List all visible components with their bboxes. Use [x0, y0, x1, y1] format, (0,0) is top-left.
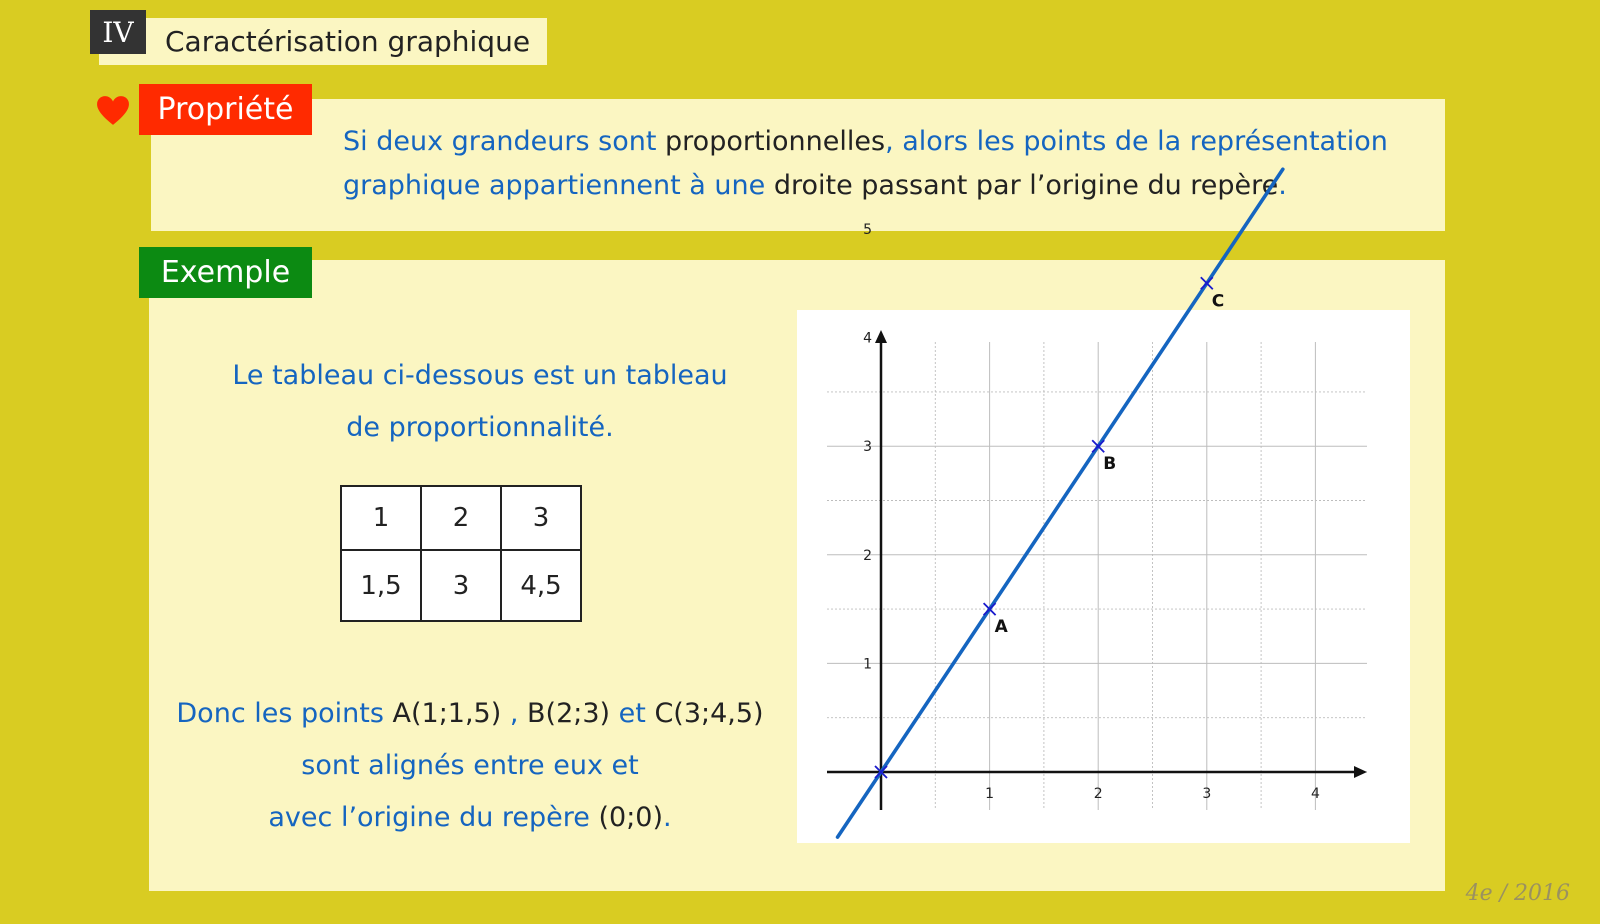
text-segment: A(1;1,5): [392, 698, 502, 729]
text-segment: .: [1278, 170, 1287, 201]
x-tick-label: 4: [1310, 786, 1320, 802]
text-segment: C(3;4,5): [654, 698, 764, 729]
property-text: [343, 120, 1433, 208]
y-axis-arrow: [875, 330, 887, 343]
graph-panel: [797, 222, 1410, 843]
text-segment: B(2;3): [527, 698, 611, 729]
text-segment: , alors les points de la représentation graphique appartiennent à une: [343, 126, 1388, 201]
table-row: [341, 486, 581, 550]
example-tag: Exemple: [139, 247, 312, 298]
proportionality-table: [340, 485, 582, 622]
x-tick-label: 3: [1202, 786, 1212, 802]
example-intro: [180, 350, 780, 454]
text-segment: .: [663, 802, 672, 833]
intro-line-1: Le tableau ci-dessous est un tableau: [232, 360, 728, 391]
text-segment: (0;0): [598, 802, 664, 833]
coordinate-graph: [797, 222, 1410, 843]
text-segment: avec l’origine du repère: [268, 802, 599, 833]
text-segment: ,: [501, 698, 528, 729]
footer-label: 4e / 2016: [1465, 881, 1570, 906]
x-axis-arrow: [1354, 766, 1367, 778]
x-tick-label: 2: [1093, 786, 1103, 802]
text-segment: Donc les points: [176, 698, 393, 729]
y-tick-label: 1: [863, 656, 872, 673]
x-tick-label: 1: [985, 786, 995, 802]
y-tick-label: 5: [863, 222, 872, 238]
point-label: A: [994, 617, 1008, 638]
example-conclusion: [160, 688, 780, 844]
heart-icon: [96, 94, 130, 128]
table-cell: 2: [421, 486, 501, 550]
table-row: [341, 550, 581, 621]
conclusion-line-2: sont alignés entre eux et: [301, 750, 639, 781]
table-cell: 1: [341, 486, 421, 550]
point-label: C: [1211, 291, 1225, 312]
text-segment: et: [610, 698, 655, 729]
text-segment: Si deux grandeurs sont: [343, 126, 666, 157]
y-tick-label: 4: [863, 330, 872, 347]
conclusion-line-3: [160, 792, 780, 844]
table-cell: 4,5: [501, 550, 581, 621]
section-number-badge: IV: [90, 10, 146, 54]
table-cell: 1,5: [341, 550, 421, 621]
intro-line-2: de proportionnalité.: [346, 412, 614, 443]
text-segment: proportionnelles: [665, 126, 886, 157]
section-title-text: Caractérisation graphique: [165, 25, 531, 58]
point-label: B: [1103, 454, 1117, 475]
table-cell: 3: [501, 486, 581, 550]
y-tick-label: 3: [863, 439, 872, 456]
property-tag: Propriété: [139, 84, 312, 135]
section-title: [99, 18, 547, 65]
table-cell: 3: [421, 550, 501, 621]
text-segment: droite passant par l’origine du repère: [773, 170, 1279, 201]
y-tick-label: 2: [863, 547, 872, 564]
conclusion-line-1: [160, 688, 780, 740]
